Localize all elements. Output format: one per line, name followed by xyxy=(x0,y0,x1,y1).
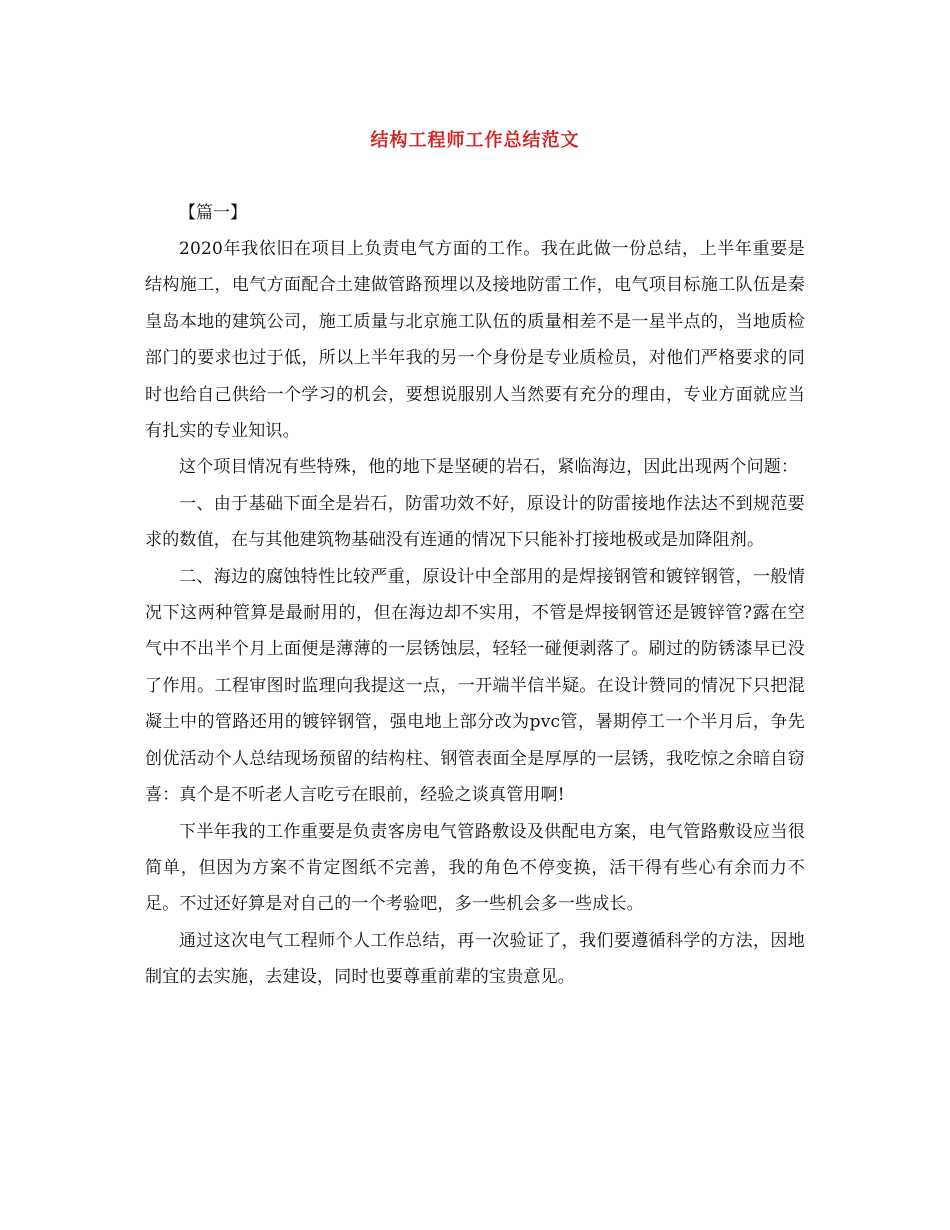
paragraph-6: 通过这次电气工程师个人工作总结，再一次验证了，我们要遵循科学的方法，因地制宜的去实施，去建设，同时也要尊重前辈的宝贵意见。 xyxy=(145,930,805,988)
paragraph-2: 这个项目情况有些特殊，他的地下是坚硬的岩石，紧临海边，因此出现两个问题： xyxy=(179,457,799,478)
paragraph-4: 二、海边的腐蚀特性比较严重，原设计中全部用的是焊接钢管和镀锌钢管，一般情况下这两种管算是最耐用的，但在海边却不实用，不管是焊接钢管还是镀锌管?露在空气中不出半个月上面便是薄薄的一层锈蚀层，轻轻一碰便剥落了。刷过的防锈漆早已没了作用。工程审图时监理向我提这一点，一开端半信半疑。在设计赞同的情况下只把混凝土中的管路还用的镀锌钢管，强电地上部分改为pvc管，暑期停工一个半月后，争先创优活动个人总结现场预留的结构柱、钢管表面全是厚厚的一层锈，我吃惊之余暗自窃喜：真个是不听老人言吃亏在眼前，经验之谈真管用啊! xyxy=(145,566,805,806)
paragraph-3: 一、由于基础下面全是岩石，防雷功效不好，原设计的防雷接地作法达不到规范要求的数值，在与其他建筑物基础没有连通的情况下只能补打接地极或是加降阻剂。 xyxy=(145,493,805,551)
paragraph-1: 2020年我依旧在项目上负责电气方面的工作。我在此做一份总结，上半年重要是结构施工，电气方面配合土建做管路预埋以及接地防雷工作，电气项目标施工队伍是秦皇岛本地的建筑公司，施工质量与北京施工队伍的质量相差不是一星半点的，当地质检部门的要求也过于低，所以上半年我的另一个身份是专业质检员，对他们严格要求的同时也给自己供给一个学习的机会，要想说服别人当然要有充分的理由，专业方面就应当有扎实的专业知识。 xyxy=(145,239,805,442)
document-body xyxy=(145,195,805,996)
paragraph-5: 下半年我的工作重要是负责客房电气管路敷设及供配电方案，电气管路敷设应当很简单，但因为方案不肯定图纸不完善，我的角色不停变换，活干得有些心有余而力不足。不过还好算是对自己的一个考验吧，多一些机会多一些成长。 xyxy=(145,821,805,915)
section-label: 【篇一】 xyxy=(179,203,247,223)
document-title: 结构工程师工作总结范文 xyxy=(370,130,580,151)
